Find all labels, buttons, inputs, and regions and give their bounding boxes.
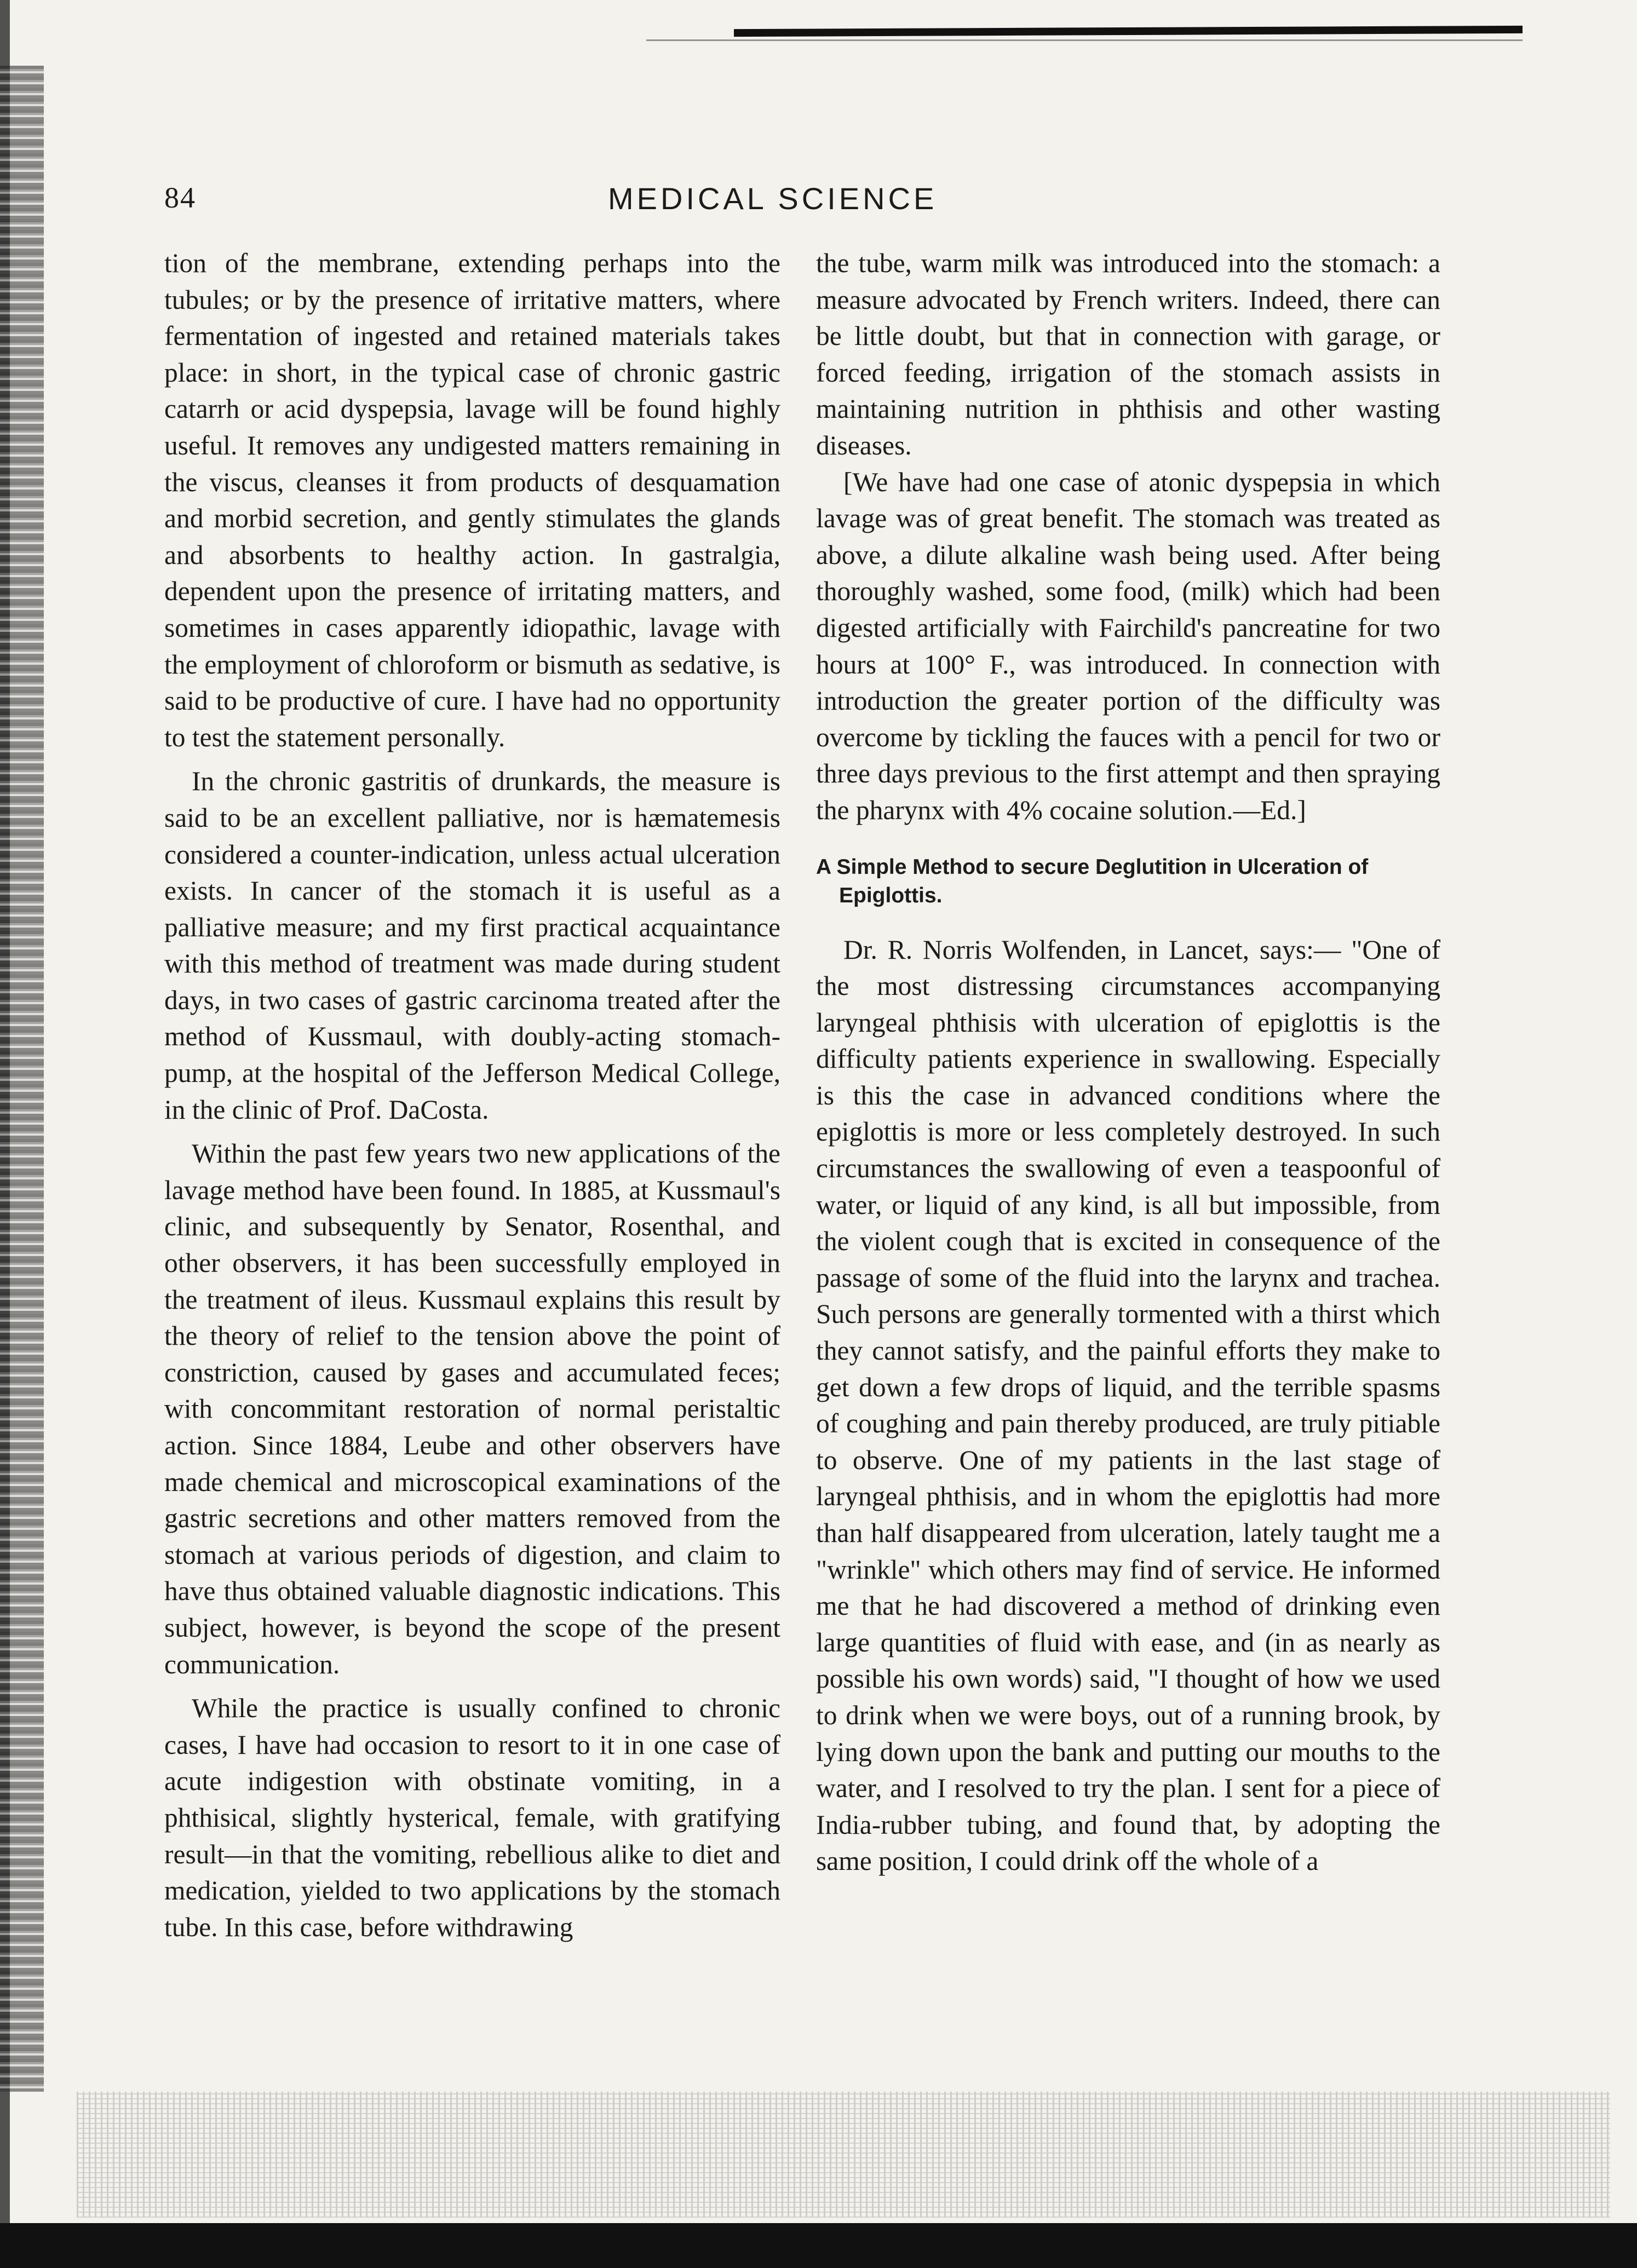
left-paragraph-1: tion of the membrane, extending perhaps into the tubules; or by the presence of irritative matters, where fermentation of ingested and retained materials takes place: in short, in the typical case of chronic gastric catarrh or acid dyspepsia, lavage will be found highly useful. It removes any undigested matters remaining in the viscus, cleanses it from products of desquamation and morbid secretion, and gently stimulates the glands and absorbents to healthy action. In gastralgia, dependent upon the presence of irritating matters, and sometimes in cases apparently idiopathic, lavage with the employment of chloroform or bismuth as sedative, is said to be productive of cure. I have had no opportunity to test the statement personally. [164, 248, 780, 752]
running-head: MEDICAL SCIENCE [608, 181, 938, 216]
section-title: A Simple Method to secure Deglutition in Ulceration of Epiglottis. [816, 855, 1369, 907]
left-paragraph-4: While the practice is usually confined to chronic cases, I have had occasion to resort to it in one case of acute indigestion with obstinate vomiting, in a phthisical, slightly hysterical, female, with gratifying result—in that the vomiting, rebellious alike to diet and medication, yielded to two applications by the stomach tube. In this case, before withdrawing [164, 1693, 780, 1942]
page-number: 84 [164, 181, 196, 214]
scan-bottom-edge [0, 2223, 1637, 2268]
left-column [164, 245, 780, 1945]
editor-note: [We have had one case of atonic dyspepsia in which lavage was of great benefit. The stomach was treated as above, a dilute alkaline wash being used. After being thoroughly washed, some food, (milk) which had been digested artificially with Fairchild's pancreatine for two hours at 100° F., was introduced. In connection with introduction the greater portion of the difficulty was overcome by tickling the fauces with a pencil for two or three days previous to the first attempt and then spraying the pharynx with 4% cocaine solution.—Ed.] [816, 467, 1440, 825]
top-scan-rule-thin [646, 39, 1523, 41]
right-column [816, 245, 1440, 1880]
top-scan-rule [734, 26, 1523, 37]
scan-binding-shadow [0, 66, 44, 2092]
right-paragraph-1: the tube, warm milk was introduced into the stomach: a measure advocated by French writers. Indeed, there can be little doubt, but that in connection with garage, or forced feeding, irrigation of the stomach assists in maintaining nutrition in phthisis and other wasting diseases. [816, 248, 1440, 460]
right-paragraph-2: Dr. R. Norris Wolfenden, in Lancet, says:— "One of the most distressing circumstances accompanying laryngeal phthisis with ulceration of epiglottis is the difficulty patients experience in swallowing. Especially is this the case in advanced conditions where the epiglottis is more or less completely destroyed. In such circumstances the swallowing of even a teaspoonful of water, or liquid of any kind, is all but impossible, from the violent cough that is excited in consequence of the passage of some of the fluid into the larynx and trachea. Such persons are generally tormented with a thirst which they cannot satisfy, and the painful efforts they make to get down a few drops of liquid, and the terrible spasms of coughing and pain thereby produced, are truly pitiable to observe. One of my patients in the last stage of laryngeal phthisis, and in whom the epiglottis had more than half disappeared from ulceration, lately taught me a "wrinkle" which others may find of service. He informed me that he had discovered a method of drinking even large quantities of fluid with ease, and (in as nearly as possible his own words) said, "I thought of how we used to drink when we were boys, out of a running brook, by lying down upon the bank and putting our mouths to the water, and I resolved to try the plan. I sent for a piece of India-rubber tubing, and found that, by adopting the same position, I could drink off the whole of a [816, 934, 1440, 1876]
scan-bottom-noise [77, 2092, 1610, 2218]
left-paragraph-2: In the chronic gastritis of drunkards, the measure is said to be an excellent palliative, nor is hæmatemesis considered a counter-indication, unless actual ulceration exists. In cancer of the stomach it is useful as a palliative measure; and my first practical acquaintance with this method of treatment was made during student days, in two cases of gastric carcinoma treated after the method of Kussmaul, with doubly-acting stomach-pump, at the hospital of the Jefferson Medical College, in the clinic of Prof. DaCosta. [164, 766, 780, 1125]
left-paragraph-3: Within the past few years two new applications of the lavage method have been found. In 1885, at Kussmaul's clinic, and subsequently by Senator, Rosenthal, and other observers, it has been successfully employed in the treatment of ileus. Kussmaul explains this result by the theory of relief to the tension above the point of constriction, caused by gases and accumulated feces; with concommitant restoration of normal peristaltic action. Since 1884, Leube and other observers have made chemical and microscopical examinations of the gastric secretions and other matters removed from the stomach at various periods of digestion, and claim to have thus obtained valuable diagnostic indications. This subject, however, is beyond the scope of the present communication. [164, 1138, 780, 1679]
